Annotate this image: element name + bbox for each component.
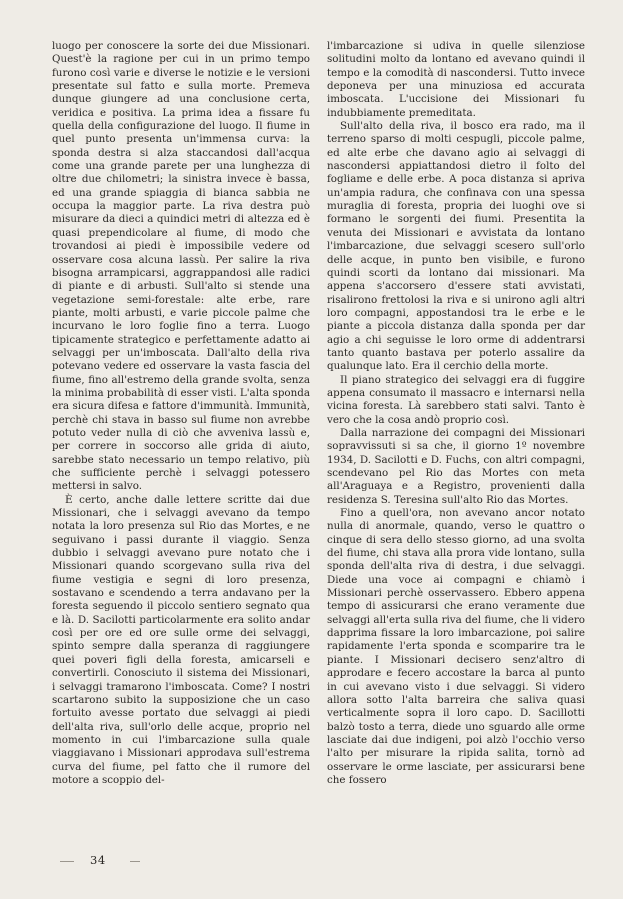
- page-number: 34: [90, 853, 106, 867]
- paragraph: Sull'alto della riva, il bosco era rado, ma il terreno sparso di molti cespugli, piccole palme, ed alte erbe che davano agio ai selvaggi di nascondersi appiattandosi dietro il folto del fogliame e delle erbe. A poca distanza si apriva un'ampia radura, che confinava con una spessa muraglia di foresta, propria dei luoghi ove si formano le sorgenti dei fiumi. Presentita la venuta dei Missionari e avvistata da lontano l'imbarcazione, due selvaggi scesero sull'orlo delle acque, in punto ben visibile, e furono quindi scorti da lontano dai missionari. Ma appena s'accorsero d'essere stati avvistati, risalirono frettolosi la riva e si unirono agli altri loro compagni, appostandosi tra le erbe e le piante a piccola distanza dalla sponda per dar agio a chi seguisse le loro orme di addentrarsi tanto quanto bastava per poterlo assalire da qualunque lato. Era il cerchio della morte.: [327, 120, 585, 373]
- paragraph: Dalla narrazione dei compagni dei Missionari sopravvissuti si sa che, il giorno 1º novembre 1934, D. Sacilotti e D. Fuchs, con altri compagni, scendevano pel Rio das Mortes con meta all'Araguaya e a Registro, provenienti dalla residenza S. Teresina sull'alto Rio das Mortes.: [327, 426, 585, 506]
- paragraph: luogo per conoscere la sorte dei due Missionari. Quest'è la ragione per cui in un primo tempo furono così varie e diverse le notizie e le versioni presentate sul fatto e sulla morte. Premeva dunque giungere ad una conclusione certa, veridica e positiva. La prima idea a fissare fu quella della configurazione del luogo. Il fiume in quel punto presenta un'immensa curva: la sponda destra si alza staccandosi dall'acqua come una grande parete per una lunghezza di oltre due chilometri; la sinistra invece è bassa, ed una grande spiaggia di bianca sabbia ne occupa la maggior parte. La riva destra può misurare da dieci a quindici metri di altezza ed è quasi prependicolare al fiume, di modo che trovandosi ai piedi è impossibile vedere od osservare cosa alcuna lassù. Per salire la riva bisogna arrampicarsi, aggrappandosi alle radici di piante e di arbusti. Sull'alto si stende una vegetazione semi-forestale: alte erbe, rare piante, molti arbusti, e varie piccole palme che incurvano le loro foglie fino a terra. Luogo tipicamente strategico e perfettamente adatto ai selvaggi per un'imboscata. Dall'alto della riva potevano vedere ed osservare la vasta fascia del fiume, fino all'estremo della grande svolta, senza la minima probabilità di esser visti. L'alta sponda era sicura difesa e fattore d'immunità. Immunità, perchè chi stava in basso sul fiume non avrebbe potuto veder nulla di ciò che avveniva lassù e, per correre in soccorso alle grida di aiuto, sarebbe stato necessario un tempo relativo, più che sufficiente perchè i selvaggi potessero mettersi in salvo.: [52, 40, 310, 493]
- paragraph: Fino a quell'ora, non avevano ancor notato nulla di anormale, quando, verso le quattro o cinque di sera dello stesso giorno, ad una svolta del fiume, chi stava alla prora vide lontano, sulla sponda dell'alta riva di destra, i due selvaggi. Diede una voce ai compagni e chiamò i Missionari perchè osservassero. Ebbero appena tempo di assicurarsi che erano veramente due selvaggi all'erta sulla riva del fiume, che li videro dapprima fissare la loro imbarcazione, poi salire rapidamente l'erta sponda e scomparire tra le piante. I Missionari decisero senz'altro di approdare e fecero accostare la barca al punto in cui avevano visto i due selvaggi. Si videro allora sotto l'alta barreira che saliva quasi verticalmente sopra il loro capo. D. Sacillotti balzò tosto a terra, diede uno sguardo alle orme lasciate dai due indigeni, poi alzò l'occhio verso l'alto per misurare la ripida salita, tornò ad osservare le orme lasciate, per assicurarsi bene che fossero: [327, 507, 585, 786]
- right-column: [327, 40, 585, 787]
- footer-rule: [60, 861, 74, 862]
- paragraph: Il piano strategico dei selvaggi era di fuggire appena consumato il massacro e internarsi nella vicina foresta. Là sarebbero stati salvi. Tanto è vero che la cosa andò proprio così.: [327, 373, 585, 426]
- footer-rule: [130, 861, 140, 862]
- paragraph: È certo, anche dalle lettere scritte dai due Missionari, che i selvaggi avevano da tempo notata la loro presenza sul Rio das Mortes, e ne seguivano i passi durante il viaggio. Senza dubbio i selvaggi avevano pure notato che i Missionari quando scorgevano sulla riva del fiume vestigia e segni di loro presenza, sostavano e scendendo a terra andavano per la foresta seguendo il piccolo sentiero segnato qua e là. D. Sacilotti particolarmente era solito andar così per ore ed ore sulle orme dei selvaggi, spinto sempre dalla speranza di raggiungere quei poveri figli della foresta, amicarseli e convertirli. Conosciuto il sistema dei Missionari, i selvaggi tramarono l'imboscata. Come? I nostri scartarono subito la supposizione che un caso fortuito avesse portato due selvaggi ai piedi dell'alta riva, sull'orlo delle acque, proprio nel momento in cui l'imbarcazione sulla quale viaggiavano i Missionari approdava sull'estrema curva del fiume, pel fatto che il rumore del motore a scoppio del-: [52, 493, 310, 786]
- left-column: [52, 40, 310, 787]
- paragraph: l'imbarcazione si udiva in quelle silenziose solitudini molto da lontano ed avevano quindi il tempo e la comodità di nascondersi. Tutto invece deponeva per una minuziosa ed accurata imboscata. L'uccisione dei Missionari fu indubbiamente premeditata.: [327, 40, 585, 119]
